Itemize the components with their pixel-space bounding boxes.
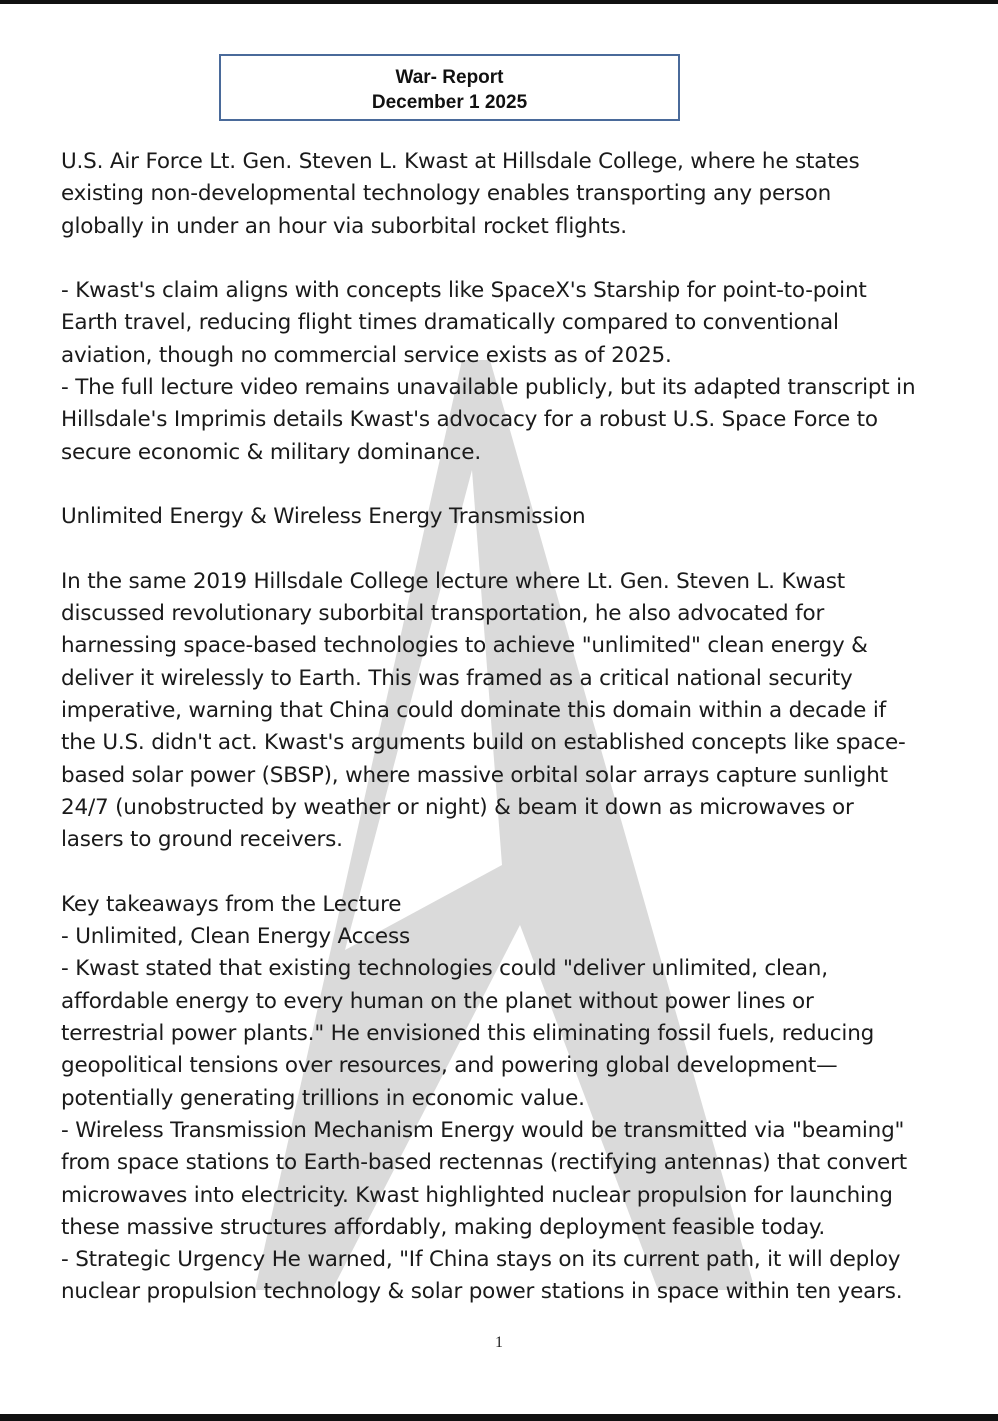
report-body: [61, 146, 961, 1309]
paragraph-line: lasers to ground receivers.: [61, 827, 343, 853]
report-date: December 1 2025: [371, 92, 528, 113]
paragraph-line: based solar power (SBSP), where massive orbital solar arrays capture sunlight: [61, 762, 888, 788]
bullet-line: Earth travel, reducing flight times dramatically compared to conventional: [61, 310, 839, 336]
takeaway-line: geopolitical tensions over resources, and powering global development—: [61, 1053, 838, 1079]
takeaway-line: - Strategic Urgency He warned, "If China stays on its current path, it will deploy: [61, 1247, 901, 1273]
bullet-line: aviation, though no commercial service exists as of 2025.: [61, 342, 672, 368]
section-heading: Unlimited Energy & Wireless Energy Transmission: [61, 504, 586, 530]
takeaway-line: affordable energy to every human on the planet without power lines or: [61, 988, 814, 1014]
takeaway-line: terrestrial power plants." He envisioned this eliminating fossil fuels, reducing: [61, 1021, 875, 1047]
intro-line: globally in under an hour via suborbital rocket flights.: [61, 213, 627, 239]
paragraph-line: discussed revolutionary suborbital transportation, he also advocated for: [61, 601, 825, 627]
paragraph-line: imperative, warning that China could dominate this domain within a decade if: [61, 698, 886, 724]
paragraph-line: 24/7 (unobstructed by weather or night) & beam it down as microwaves or: [61, 794, 854, 820]
intro-line: U.S. Air Force Lt. Gen. Steven L. Kwast at Hillsdale College, where he states: [61, 149, 860, 174]
takeaway-line: - Wireless Transmission Mechanism Energy would be transmitted via "beaming": [61, 1117, 905, 1143]
bullet-line: secure economic & military dominance.: [61, 439, 481, 465]
paragraph-line: In the same 2019 Hillsdale College lecture where Lt. Gen. Steven L. Kwast: [61, 568, 845, 594]
paragraph-line: the U.S. didn't act. Kwast's arguments build on established concepts like space-: [61, 730, 906, 756]
takeaway-line: potentially generating trillions in economic value.: [61, 1085, 585, 1111]
takeaways-heading: Key takeaways from the Lecture: [61, 891, 402, 917]
paragraph-line: deliver it wirelessly to Earth. This was framed as a critical national security: [61, 665, 853, 691]
intro-line: existing non-developmental technology enables transporting any person: [61, 181, 832, 207]
takeaway-line: these massive structures affordably, making deployment feasible today.: [61, 1214, 826, 1240]
paragraph-line: harnessing space-based technologies to achieve "unlimited" clean energy &: [61, 633, 868, 659]
takeaway-line: - Unlimited, Clean Energy Access: [61, 924, 410, 950]
takeaway-line: from space stations to Earth-based rectennas (rectifying antennas) that convert: [61, 1150, 907, 1176]
takeaway-line: - Kwast stated that existing technologies could "deliver unlimited, clean,: [61, 956, 828, 982]
bullet-line: - The full lecture video remains unavailable publicly, but its adapted transcript in: [61, 375, 916, 401]
report-title: War- Report: [395, 67, 504, 88]
top-edge-bar: [0, 0, 998, 4]
bottom-edge-bar: [0, 1414, 998, 1421]
takeaway-line: nuclear propulsion technology & solar power stations in space within ten years.: [61, 1279, 903, 1305]
page-number: 1: [495, 1334, 503, 1351]
report-title-box: [219, 54, 680, 121]
bullet-line: - Kwast's claim aligns with concepts like SpaceX's Starship for point-to-point: [61, 278, 867, 304]
bullet-line: Hillsdale's Imprimis details Kwast's advocacy for a robust U.S. Space Force to: [61, 407, 878, 433]
takeaway-line: microwaves into electricity. Kwast highlighted nuclear propulsion for launching: [61, 1182, 893, 1208]
